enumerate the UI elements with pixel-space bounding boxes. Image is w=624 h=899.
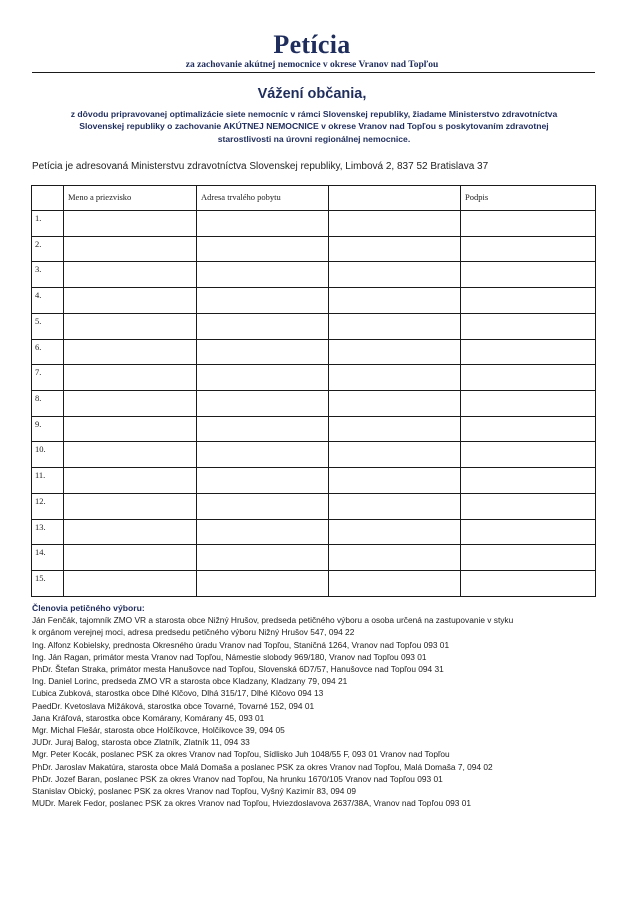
name-cell[interactable]: [64, 571, 197, 597]
table-row: [32, 468, 596, 494]
committee-member: Ján Fenčák, tajomník ZMO VR a starosta obce Nižný Hrušov, predseda petičného výboru a osoba určená na zastupovanie v styku: [32, 615, 514, 626]
committee-member: Ing. Alfonz Kobielsky, prednosta Okresného úradu Vranov nad Topľou, Staničná 1264, Vranov nad Topľou 093 01: [32, 639, 450, 650]
committee-member: Ing. Daniel Lorinc, predseda ZMO VR a starosta obce Kladzany, Kladzany 79, 094 21: [32, 676, 348, 687]
address-cell[interactable]: [197, 545, 329, 571]
committee-member: Ing. Ján Ragan, primátor mesta Vranov nad Topľou, Námestie slobody 969/180, Vranov nad Topľou 093 01: [32, 651, 427, 662]
row-number: 14.: [32, 545, 64, 571]
signature-cell[interactable]: [461, 416, 596, 442]
row-number: 10.: [32, 442, 64, 468]
name-cell[interactable]: [64, 545, 197, 571]
address-cell[interactable]: [197, 519, 329, 545]
name-cell[interactable]: [64, 416, 197, 442]
committee-member: Ľubica Zubková, starostka obce Dlhé Klčovo, Dlhá 315/17, Dlhé Klčovo 094 13: [32, 688, 324, 699]
address-cell-2[interactable]: [329, 416, 461, 442]
address-cell[interactable]: [197, 288, 329, 314]
name-cell[interactable]: [64, 468, 197, 494]
address-cell-2[interactable]: [329, 391, 461, 417]
address-cell-2[interactable]: [329, 262, 461, 288]
table-row: [32, 339, 596, 365]
page-title: Petícia: [273, 30, 351, 59]
signature-cell[interactable]: [461, 288, 596, 314]
intro-line: Slovenskej republiky o zachovanie AKÚTNEJ NEMOCNICE v okrese Vranov nad Topľou s poskytovaním zdravotnej: [79, 121, 549, 132]
signature-cell[interactable]: [461, 262, 596, 288]
committee-section: [32, 602, 607, 809]
row-number: 1.: [32, 211, 64, 237]
address-cell[interactable]: [197, 339, 329, 365]
table-row: [32, 288, 596, 314]
name-cell[interactable]: [64, 339, 197, 365]
address-cell-2[interactable]: [329, 313, 461, 339]
address-cell-2[interactable]: [329, 519, 461, 545]
signature-cell[interactable]: [461, 211, 596, 237]
table-row: [32, 236, 596, 262]
address-cell[interactable]: [197, 236, 329, 262]
address-cell[interactable]: [197, 365, 329, 391]
signature-cell[interactable]: [461, 571, 596, 597]
row-number: 7.: [32, 365, 64, 391]
committee-member: Mgr. Michal Flešár, starosta obce Holčíkovce, Holčíkovce 39, 094 05: [32, 725, 285, 736]
signature-cell[interactable]: [461, 545, 596, 571]
table-row: [32, 262, 596, 288]
table-row: [32, 519, 596, 545]
address-cell[interactable]: [197, 468, 329, 494]
name-cell[interactable]: [64, 493, 197, 519]
row-number: 2.: [32, 236, 64, 262]
address-cell-2[interactable]: [329, 365, 461, 391]
committee-member: PhDr. Jozef Baran, poslanec PSK za okres Vranov nad Topľou, Na hrunku 1670/105 Vranov nad Topľou 093 01: [32, 773, 443, 784]
row-number: 12.: [32, 493, 64, 519]
signature-cell[interactable]: [461, 493, 596, 519]
row-number: 3.: [32, 262, 64, 288]
name-cell[interactable]: [64, 236, 197, 262]
row-number: 11.: [32, 468, 64, 494]
signature-cell[interactable]: [461, 468, 596, 494]
address-cell-2[interactable]: [329, 288, 461, 314]
name-cell[interactable]: [64, 391, 197, 417]
signature-cell[interactable]: [461, 236, 596, 262]
address-cell[interactable]: [197, 442, 329, 468]
title-divider: [32, 72, 595, 73]
table-row: [32, 442, 596, 468]
salutation: Vážení občania,: [257, 86, 367, 102]
address-cell-2[interactable]: [329, 571, 461, 597]
address-cell[interactable]: [197, 211, 329, 237]
committee-member-list: [32, 614, 607, 809]
committee-member: Stanislav Obický, poslanec PSK za okres Vranov nad Topľou, Vyšný Kazimír 83, 094 09: [32, 786, 356, 797]
intro-paragraph: [40, 108, 588, 145]
table-header-row: [32, 186, 596, 211]
name-cell[interactable]: [64, 313, 197, 339]
row-number: 4.: [32, 288, 64, 314]
header-number-cell: [32, 186, 64, 211]
address-cell-2[interactable]: [329, 442, 461, 468]
address-cell[interactable]: [197, 391, 329, 417]
signature-cell[interactable]: [461, 519, 596, 545]
column-header-name: Meno a priezvisko: [64, 186, 197, 211]
committee-member: JUDr. Juraj Balog, starosta obce Zlatník, Zlatník 11, 094 33: [32, 737, 250, 748]
intro-line: z dôvodu pripravovanej optimalizácie siete nemocníc v rámci Slovenskej republiky, žiadame Ministerstvo zdravotníctva: [70, 109, 558, 119]
name-cell[interactable]: [64, 211, 197, 237]
signature-cell[interactable]: [461, 313, 596, 339]
table-row: [32, 545, 596, 571]
row-number: 15.: [32, 571, 64, 597]
header-address-continued-cell: [329, 186, 461, 211]
address-cell-2[interactable]: [329, 493, 461, 519]
address-cell-2[interactable]: [329, 236, 461, 262]
column-header-signature: Podpis: [461, 186, 596, 211]
committee-heading: Členovia petičného výboru:: [32, 603, 145, 613]
table-row: [32, 416, 596, 442]
signature-cell[interactable]: [461, 339, 596, 365]
address-cell-2[interactable]: [329, 211, 461, 237]
committee-member: PhDr. Jaroslav Makatúra, starosta obce Malá Domaša a poslanec PSK za okres Vranov nad Topľou, Malá Domaša 7, 094 02: [32, 761, 493, 772]
table-row: [32, 313, 596, 339]
committee-member: Jana Kráľová, starostka obce Komárany, Komárany 45, 093 01: [32, 712, 265, 723]
table-row: [32, 211, 596, 237]
page-subtitle: za zachovanie akútnej nemocnice v okrese Vranov nad Topľou: [185, 60, 439, 70]
intro-line: starostlivosti na úrovni regionálnej nemocnice.: [217, 133, 411, 144]
name-cell[interactable]: [64, 442, 197, 468]
committee-member: k orgánom verejnej moci, adresa predsedu petičného výboru Nižný Hrušov 547, 094 22: [32, 627, 355, 638]
table-row: [32, 365, 596, 391]
name-cell[interactable]: [64, 365, 197, 391]
row-number: 13.: [32, 519, 64, 545]
name-cell[interactable]: [64, 288, 197, 314]
row-number: 9.: [32, 416, 64, 442]
address-cell[interactable]: [197, 416, 329, 442]
signature-cell[interactable]: [461, 442, 596, 468]
signature-table: [31, 185, 596, 597]
column-header-address: Adresa trvalého pobytu: [197, 186, 329, 211]
name-cell[interactable]: [64, 519, 197, 545]
name-cell[interactable]: [64, 262, 197, 288]
signature-cell[interactable]: [461, 365, 596, 391]
address-cell[interactable]: [197, 493, 329, 519]
address-cell[interactable]: [197, 313, 329, 339]
row-number: 8.: [32, 391, 64, 417]
table-row: [32, 391, 596, 417]
committee-member: Mgr. Peter Kocák, poslanec PSK za okres Vranov nad Topľou, Sídlisko Juh 1048/55 F, 093 01 Vranov nad Topľou: [32, 749, 450, 760]
committee-member: MUDr. Marek Fedor, poslanec PSK za okres Vranov nad Topľou, Hviezdoslavova 2637/38A, Vranov nad Topľou 093 01: [32, 798, 471, 809]
address-cell[interactable]: [197, 571, 329, 597]
address-cell[interactable]: [197, 262, 329, 288]
table-row: [32, 571, 596, 597]
address-cell-2[interactable]: [329, 339, 461, 365]
committee-member: PhDr. Štefan Straka, primátor mesta Hanušovce nad Topľou, Slovenská 6D7/57, Hanušovce nad Topľou 094 31: [32, 664, 444, 675]
address-cell-2[interactable]: [329, 468, 461, 494]
row-number: 6.: [32, 339, 64, 365]
address-cell-2[interactable]: [329, 545, 461, 571]
table-row: [32, 493, 596, 519]
signature-cell[interactable]: [461, 391, 596, 417]
address-line: Petícia je adresovaná Ministerstvu zdravotníctva Slovenskej republiky, Limbová 2, 837 52 Bratislava 37: [32, 161, 489, 172]
committee-member: PaedDr. Kvetoslava Mižáková, starostka obce Tovarné, Tovarné 152, 094 01: [32, 700, 315, 711]
row-number: 5.: [32, 313, 64, 339]
